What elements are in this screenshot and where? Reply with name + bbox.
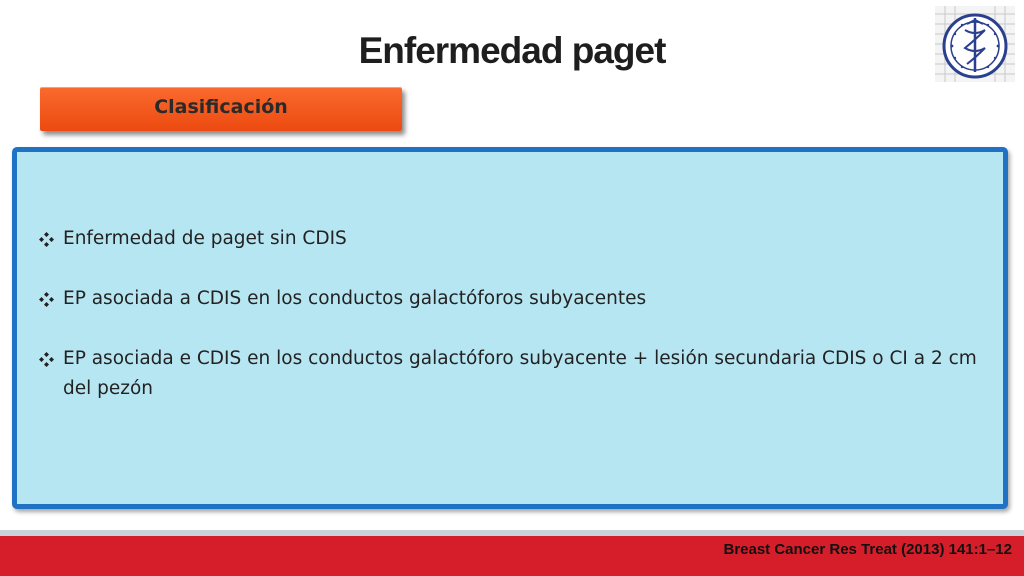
- bullet-text: Enfermedad de paget sin CDIS: [63, 228, 347, 249]
- bullet-item: [39, 284, 989, 314]
- diamond-bullet-icon: [39, 344, 57, 374]
- citation: Breast Cancer Res Treat (2013) 141:1–12: [723, 541, 1012, 558]
- bullet-item: [39, 344, 989, 404]
- diamond-bullet-icon: [39, 224, 57, 254]
- classification-tab-label: Clasificación: [154, 96, 288, 118]
- bullet-text: EP asociada e CDIS en los conductos galactóforo subyacente + lesión secundaria CDIS o CI a 2 cm del pezón: [63, 348, 977, 399]
- bullet-item: [39, 224, 989, 254]
- bullet-text: EP asociada a CDIS en los conductos galactóforos subyacentes: [63, 288, 647, 309]
- institute-seal-icon: [935, 6, 1015, 82]
- content-box: [12, 147, 1008, 509]
- diamond-bullet-icon: [39, 284, 57, 314]
- bullet-list: [39, 224, 989, 434]
- classification-tab: [40, 87, 402, 131]
- slide-title: Enfermedad paget: [358, 30, 666, 71]
